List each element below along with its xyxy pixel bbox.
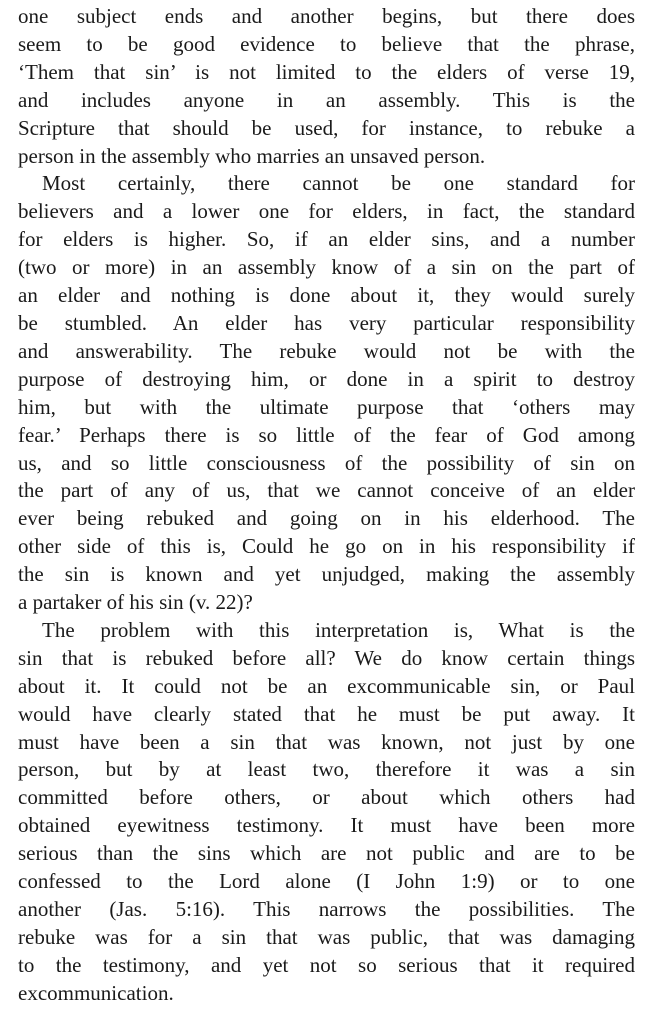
text-line: would have clearly stated that he must be put away. It <box>18 701 635 726</box>
text-line: must have been a sin that was known, not just by one <box>18 729 635 754</box>
text-line: confessed to the Lord alone (I John 1:9) or to one <box>18 869 635 894</box>
text-line: Scripture that should be used, for instance, to rebuke a <box>18 115 635 140</box>
text-line: be stumbled. An elder has very particular responsibility <box>18 310 635 335</box>
text-line: and answerability. The rebuke would not be with the <box>18 338 635 363</box>
text-line: person in the assembly who marries an unsaved person. <box>18 143 486 168</box>
text-line: the part of any of us, that we cannot conceive of an elder <box>18 478 635 503</box>
text-line: serious than the sins which are not public and are to be <box>18 841 635 866</box>
text-line: the sin is known and yet unjudged, making the assembly <box>18 562 635 587</box>
text-line: believers and a lower one for elders, in fact, the standard <box>18 199 635 224</box>
text-line: Most certainly, there cannot be one standard for <box>42 171 635 196</box>
paragraph-1 <box>18 3 635 170</box>
text-line: excommunication. <box>18 980 174 1005</box>
text-line: (two or more) in an assembly know of a sin on the part of <box>18 255 635 280</box>
text-line: fear.’ Perhaps there is so little of the fear of God among <box>18 422 635 447</box>
text-line: rebuke was for a sin that was public, that was damaging <box>18 924 635 949</box>
text-line: to the testimony, and yet not so serious that it required <box>18 952 635 977</box>
text-line: an elder and nothing is done about it, they would surely <box>18 283 635 308</box>
text-line: another (Jas. 5:16). This narrows the possibilities. The <box>18 897 635 921</box>
text-line: other side of this is, Could he go on in his responsibility if <box>18 534 635 559</box>
paragraph-3 <box>18 617 635 1008</box>
text-line: person, but by at least two, therefore it was a sin <box>18 757 635 782</box>
text-line: a partaker of his sin (v. 22)? <box>18 590 253 615</box>
text-line: ‘Them that sin’ is not limited to the elders of verse 19, <box>18 59 635 84</box>
text-line: one subject ends and another begins, but there does <box>18 4 635 28</box>
text-line: purpose of destroying him, or done in a spirit to destroy <box>18 366 635 391</box>
text-line: and includes anyone in an assembly. This is the <box>18 87 635 112</box>
text-line: us, and so little consciousness of the possibility of sin on <box>18 450 635 475</box>
text-line: committed before others, or about which others had <box>18 785 635 810</box>
text-line: The problem with this interpretation is, What is the <box>42 617 635 642</box>
text-line: obtained eyewitness testimony. It must have been more <box>18 813 635 838</box>
text-line: for elders is higher. So, if an elder sins, and a number <box>18 227 635 252</box>
text-line: sin that is rebuked before all? We do know certain things <box>18 645 635 670</box>
text-line: seem to be good evidence to believe that the phrase, <box>18 31 635 56</box>
text-line: him, but with the ultimate purpose that ‘others may <box>18 394 635 419</box>
text-line: about it. It could not be an excommunicable sin, or Paul <box>18 673 635 698</box>
text-line: ever being rebuked and going on in his elderhood. The <box>18 506 635 531</box>
paragraph-2 <box>18 170 635 617</box>
